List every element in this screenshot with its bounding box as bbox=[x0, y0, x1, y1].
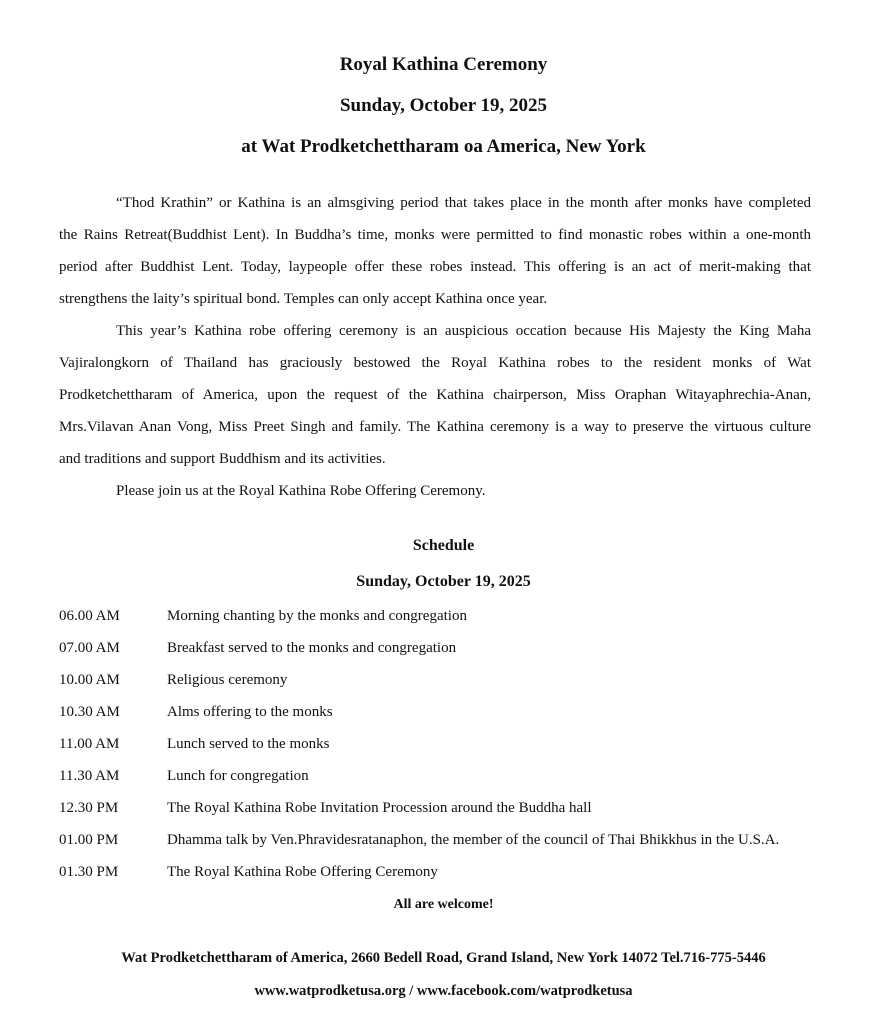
schedule-event: Breakfast served to the monks and congregation bbox=[167, 640, 457, 656]
paragraph-line: and traditions and support Buddhism and its activities. bbox=[59, 451, 386, 467]
schedule-event: Lunch for congregation bbox=[167, 768, 309, 784]
paragraph-line: the Rains Retreat(Buddhist Lent). In Buddha’s time, monks were permitted to find monastic robes within a one-month bbox=[59, 227, 811, 243]
schedule-event: The Royal Kathina Robe Invitation Procession around the Buddha hall bbox=[167, 800, 592, 816]
schedule-time: 11.30 AM bbox=[59, 768, 120, 784]
paragraph-line: Prodketchettharam of America, upon the request of the Kathina chairperson, Miss Oraphan Witayaphrechia-Anan, bbox=[59, 387, 811, 403]
paragraph-line: period after Buddhist Lent. Today, laypeople offer these robes instead. This offering is an act of merit-making that bbox=[59, 259, 811, 275]
welcome-note: All are welcome! bbox=[393, 897, 494, 912]
intro-paragraph-3: Please join us at the Royal Kathina Robe Offering Ceremony. bbox=[116, 483, 486, 499]
schedule-time: 11.00 AM bbox=[59, 736, 120, 752]
footer-address: Wat Prodketchettharam of America, 2660 Bedell Road, Grand Island, New York 14072 Tel.716-775-5446 bbox=[121, 950, 766, 966]
schedule-event: Alms offering to the monks bbox=[167, 704, 333, 720]
schedule-time: 10.30 AM bbox=[59, 704, 120, 720]
schedule-event: Lunch served to the monks bbox=[167, 736, 330, 752]
event-location: at Wat Prodketchettharam oa America, New York bbox=[241, 136, 646, 157]
schedule-time: 01.30 PM bbox=[59, 864, 119, 880]
schedule-event: Morning chanting by the monks and congregation bbox=[167, 608, 467, 624]
paragraph-line: Vajiralongkorn of Thailand has graciously bestowed the Royal Kathina robes to the resident monks of Wat bbox=[59, 355, 811, 371]
footer-links: www.watprodketusa.org / www.facebook.com/watprodketusa bbox=[254, 983, 633, 999]
schedule-time: 12.30 PM bbox=[59, 800, 119, 816]
page-title: Royal Kathina Ceremony bbox=[339, 54, 548, 75]
paragraph-line: This year’s Kathina robe offering ceremony is an auspicious occation because His Majesty the King Maha bbox=[116, 323, 811, 339]
paragraph-line: Mrs.Vilavan Anan Vong, Miss Preet Singh and family. The Kathina ceremony is a way to preserve the virtuous culture bbox=[59, 419, 811, 435]
schedule-time: 07.00 AM bbox=[59, 640, 120, 656]
event-date: Sunday, October 19, 2025 bbox=[339, 95, 548, 116]
schedule-event: The Royal Kathina Robe Offering Ceremony bbox=[167, 864, 438, 880]
paragraph-line: “Thod Krathin” or Kathina is an almsgiving period that takes place in the month after monks have completed bbox=[116, 195, 811, 211]
schedule-heading: Schedule bbox=[412, 537, 475, 554]
schedule-event: Dhamma talk by Ven.Phravidesratanaphon, the member of the council of Thai Bhikkhus in the U.S.A. bbox=[167, 832, 780, 848]
schedule-date: Sunday, October 19, 2025 bbox=[356, 573, 531, 590]
paragraph-line: strengthens the laity’s spiritual bond. Temples can only accept Kathina once year. bbox=[59, 291, 548, 307]
schedule-event: Religious ceremony bbox=[167, 672, 288, 688]
schedule-time: 10.00 AM bbox=[59, 672, 120, 688]
schedule-time: 01.00 PM bbox=[59, 832, 119, 848]
schedule-time: 06.00 AM bbox=[59, 608, 120, 624]
